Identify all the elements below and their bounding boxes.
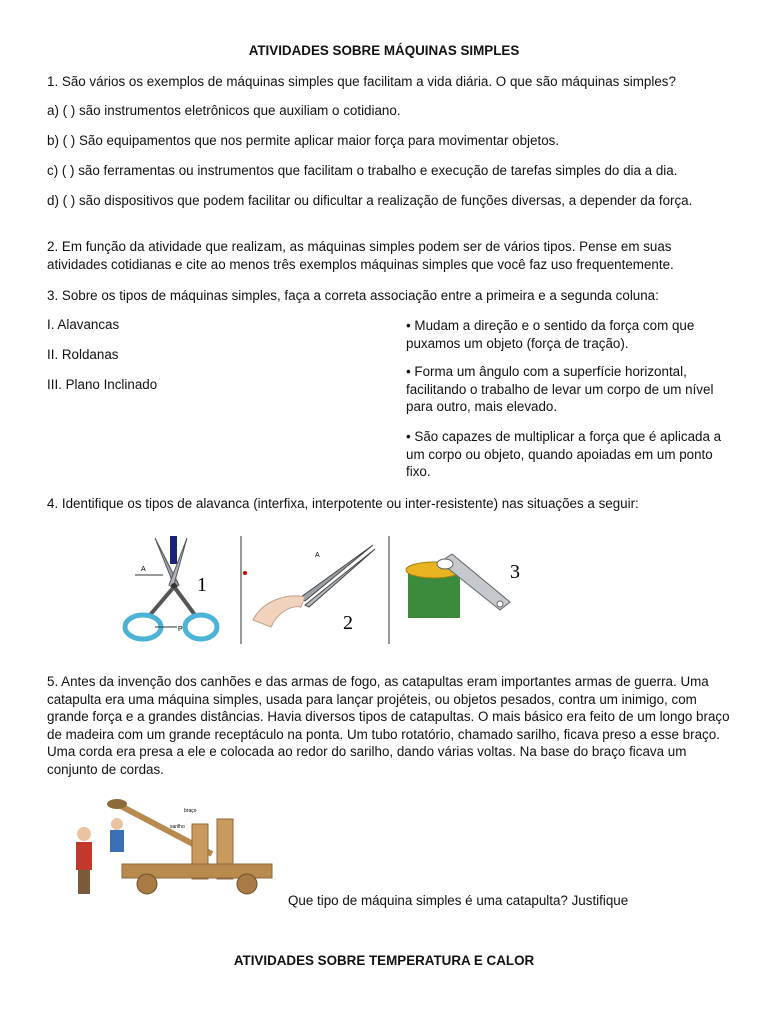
question-5-text: 5. Antes da invenção dos canhões e das armas de fogo, as catapultas eram importantes armas de guerra. Uma catapulta era uma máquina simples, usada para lançar projéteis, ou objetos pesados, contra um inimigo, com grande força e a grandes distâncias. Havia diversos tipos de catapultas. O mais básico era feito de um longo braço de madeira com um grande receptáculo na ponta. Um tubo rotatório, chamado sarilho, ficava preso a esse braço. Uma corda era presa a ele e colocada ao redor do sarilho, dando várias voltas. Na base do braço ficava um conjunto de cordas. [47, 674, 730, 777]
figure-number-1: 1 [197, 574, 207, 596]
point-label: A [315, 552, 320, 559]
question-1-option-b: b) ( ) São equipamentos que nos permite aplicar maior força para movimentar objetos. [47, 133, 560, 148]
soldier-legs [78, 870, 90, 894]
point-label: P [178, 626, 183, 633]
figure-number-3: 3 [510, 561, 520, 583]
left-item-1: I. Alavancas [47, 317, 120, 332]
soldier-body [110, 830, 124, 852]
right-item-1: • Mudam a direção e o sentido da força com que puxamos um objeto (força de tração). [406, 318, 695, 351]
right-item-3: • São capazes de multiplicar a força que é aplicada a um corpo ou objeto, quando apoiadas em um ponto fixo. [406, 429, 722, 479]
left-item-3: III. Plano Inclinado [47, 377, 158, 392]
bottle-opener-lever-figure [400, 540, 540, 645]
hand [253, 596, 305, 627]
question-1-option-c: c) ( ) são ferramentas ou instrumentos que facilitam o trabalho e execução de tarefas simples do dia a dia. [47, 163, 678, 178]
label-braco: braço [184, 808, 197, 814]
tweezers-lever-figure [243, 535, 383, 645]
scissors-arm [175, 588, 195, 615]
scissors-handle [185, 615, 217, 639]
left-item-2: II. Roldanas [47, 347, 119, 362]
tweezers-arm [301, 545, 373, 601]
soldier-body [76, 842, 92, 870]
figure-divider [388, 536, 390, 644]
question-1-option-d: d) ( ) são dispositivos que podem facilitar ou dificultar a realização de funções diversas, a depender da força. [47, 193, 693, 208]
catapult-wheel [237, 874, 257, 894]
soldier-head [77, 827, 91, 841]
force-arrow-bar [170, 536, 177, 564]
opener-hole [437, 559, 453, 569]
question-4-text: 4. Identifique os tipos de alavanca (interfixa, interpotente ou inter-resistente) nas situações a seguir: [47, 496, 639, 511]
question-5-prompt: Que tipo de máquina simples é uma catapulta? Justifique [288, 893, 629, 908]
question-1-option-a: a) ( ) são instrumentos eletrônicos que auxiliam o cotidiano. [47, 103, 401, 118]
scissors-lever-figure [115, 533, 235, 648]
point-label: A [141, 566, 146, 573]
soldier-head [111, 818, 123, 830]
page-title: ATIVIDADES SOBRE MÁQUINAS SIMPLES [248, 43, 520, 58]
question-3-text: 3. Sobre os tipos de máquinas simples, faça a correta associação entre a primeira e a segunda coluna: [47, 288, 659, 303]
section-title-temperature: ATIVIDADES SOBRE TEMPERATURA E CALOR [233, 953, 535, 968]
question-2-text: 2. Em função da atividade que realizam, as máquinas simples podem ser de vários tipos. Pense em suas atividades cotidianas e cite ao menos três exemplos máquinas simples que você faz uso frequentemente. [47, 239, 674, 272]
catapult-illustration [62, 794, 282, 909]
scissors-arm [150, 588, 173, 615]
catapult-wheel [137, 874, 157, 894]
figure-number-2: 2 [343, 612, 353, 634]
right-item-2: • Forma um ângulo com a superfície horizontal, facilitando o trabalho de levar um corpo de um nível para outro, mais elevado. [406, 364, 714, 414]
question-1-text: 1. São vários os exemplos de máquinas simples que facilitam a vida diária. O que são máquinas simples? [47, 74, 676, 89]
label-sarilho: sarilho [170, 824, 185, 830]
figure-divider [240, 536, 242, 644]
